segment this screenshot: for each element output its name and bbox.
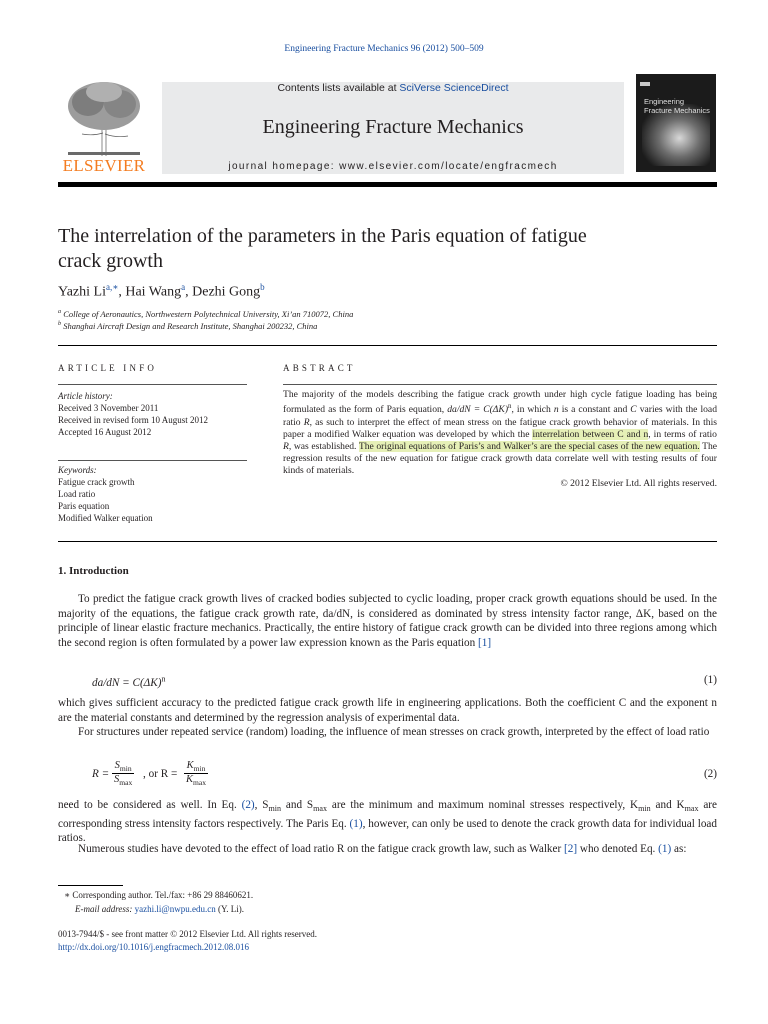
reference-link[interactable]: [1] — [478, 636, 492, 649]
journal-reference[interactable]: Engineering Fracture Mechanics 96 (2012) 500–509 — [284, 44, 484, 54]
header-rule — [58, 182, 717, 187]
intro-paragraph-3: For structures under repeated service (random) loading, the influence of mean stresses on crack growth, interpreted by the effect of load ratio — [78, 726, 710, 738]
section-heading: 1. Introduction — [58, 565, 129, 577]
author-affil-link[interactable]: a,∗ — [105, 282, 119, 292]
section-rule — [58, 541, 717, 542]
equation-link[interactable]: (1) — [349, 817, 363, 830]
cover-title: Engineering Fracture Mechanics — [644, 97, 710, 115]
intro-paragraph-4: need to be considered as well. In Eq. (2), $S_{min}$ and $S_{max}$ are the minimum and maximum nominal stresses respectively, $K_{min}$ and $K_{max}$ are corresponding stress intensity factors respectively. The Paris Eq. (1), however, can only be used to denote the crack growth data for individual load ratios. — [58, 799, 717, 845]
publisher-name: ELSEVIER — [62, 156, 146, 175]
doi-link[interactable]: http://dx.doi.org/10.1016/j.engfracmech.2012.08.016 — [58, 941, 250, 952]
email-link[interactable]: yazhi.li@nwpu.edu.cn — [134, 903, 216, 914]
equation-link[interactable]: (1) — [658, 843, 672, 855]
journal-homepage[interactable]: journal homepage: www.elsevier.com/locate/engfracmech — [228, 161, 558, 172]
journal-masthead — [58, 74, 716, 174]
publication-info: 0013-7944/$ - see front matter © 2012 Elsevier Ltd. All rights reserved. http://dx.doi.org/10.1016/j.engfracmech.2012.08.016 — [58, 929, 318, 952]
footnote-rule — [58, 885, 123, 886]
highlight: interrelation between C and n — [532, 428, 649, 440]
author-affil-link[interactable]: a — [181, 282, 186, 292]
article-history: Article history: Received 3 November 2011 Received in revised form 10 August 2012 Accepted 16 August 2012 — [58, 391, 208, 437]
journal-banner — [162, 82, 624, 174]
abstract-body: The majority of the models describing the fatigue crack growth under high cycle fatigue loading has being formulated as the form of Paris equation, $da/dN = C(\Delta K)^n$, in which n is a constant and C varies with the load ratio R, as such to interpret the effect of mean stress on the fatigue crack growth behavior of materials. In this paper a modified Walker equation was developed by which the interrelation between C and n, in terms of ratio R, was established. The original equations of Paris’s and Walker’s are the special cases of the new equation. The regression results of the new equation for fatigue crack growth data correlate well with testing results of four kinds of materials. © 2012 Elsevier Ltd. All rights reserved. — [283, 389, 717, 489]
equation-link[interactable]: (2) — [241, 799, 255, 811]
article-info-heading: ARTICLE INFO — [58, 363, 158, 373]
affiliation-b: $^b$ Shanghai Aircraft Design and Research Institute, Shanghai 200232, China — [58, 321, 318, 331]
reference-link[interactable]: [2] — [564, 843, 578, 855]
author-affil-link[interactable]: b — [260, 282, 265, 292]
intro-paragraph-2: which gives sufficient accuracy to the predicted fatigue crack growth life in engineering applications. Both the coefficient C and the exponent n are the material constants and determined by the regression analysis of experimental data. — [58, 697, 717, 724]
footnotes: ∗ Corresponding author. Tel./fax: +86 29 88460621. E-mail address: yazhi.li@nwpu.edu.cn (Y. Li). — [64, 890, 254, 914]
intro-paragraph-5: Numerous studies have devoted to the effect of load ratio R on the fatigue crack growth law, such as Walker [2] who denoted Eq. (1) as: — [78, 843, 687, 855]
abstract-rule — [283, 384, 717, 385]
keywords: Keywords: Fatigue crack growth Load ratio Paris equation Modified Walker equation — [58, 465, 153, 523]
equation-1: $da/dN = C(\Delta K)^n$ (1) — [92, 674, 717, 689]
sciencedirect-link[interactable]: SciVerse ScienceDirect — [399, 82, 509, 94]
info-rule — [58, 384, 247, 385]
abstract-heading: ABSTRACT — [283, 363, 356, 373]
copyright: © 2012 Elsevier Ltd. All rights reserved. — [560, 477, 717, 489]
author-list: Yazhi $Li^{a,∗}$, Hai Wang$^a$, Dezhi Gong$^b$ — [58, 282, 265, 300]
journal-title: Engineering Fracture Mechanics — [262, 116, 524, 138]
affiliation-a: $^a$ College of Aeronautics, Northwestern Polytechnical University, Xi’an 710072, China — [58, 309, 354, 319]
paper-title: The interrelation of the parameters in the Paris equation of fatigue crack growth — [58, 225, 587, 272]
contents-line: Contents lists available at SciVerse ScienceDirect — [277, 82, 509, 94]
info-rule — [58, 460, 247, 461]
highlight: The original equations of Paris’s and Walker’s are the special cases of the new equation. — [358, 441, 700, 452]
section-rule — [58, 345, 717, 346]
equation-2: R = $S_{min}$ $S_{max}$ , or R = $K_{min}$ $K_{max}$ (2) — [92, 760, 717, 788]
intro-paragraph-1: To predict the fatigue crack growth lives of cracked bodies subjected to cyclic loading, proper crack growth equations should be used. In the majority of the equations, the fatigue crack growth rate, da/dN, is considered as dominated by stress intensity factor range, ΔK, based on the principle of linear elastic fracture mechanics. Practically, the entire history of fatigue crack growth can be divided into three regions among which the second region is often formulated by a power law expression known as the Paris equation [1] — [58, 593, 717, 649]
journal-cover-image — [636, 74, 716, 172]
